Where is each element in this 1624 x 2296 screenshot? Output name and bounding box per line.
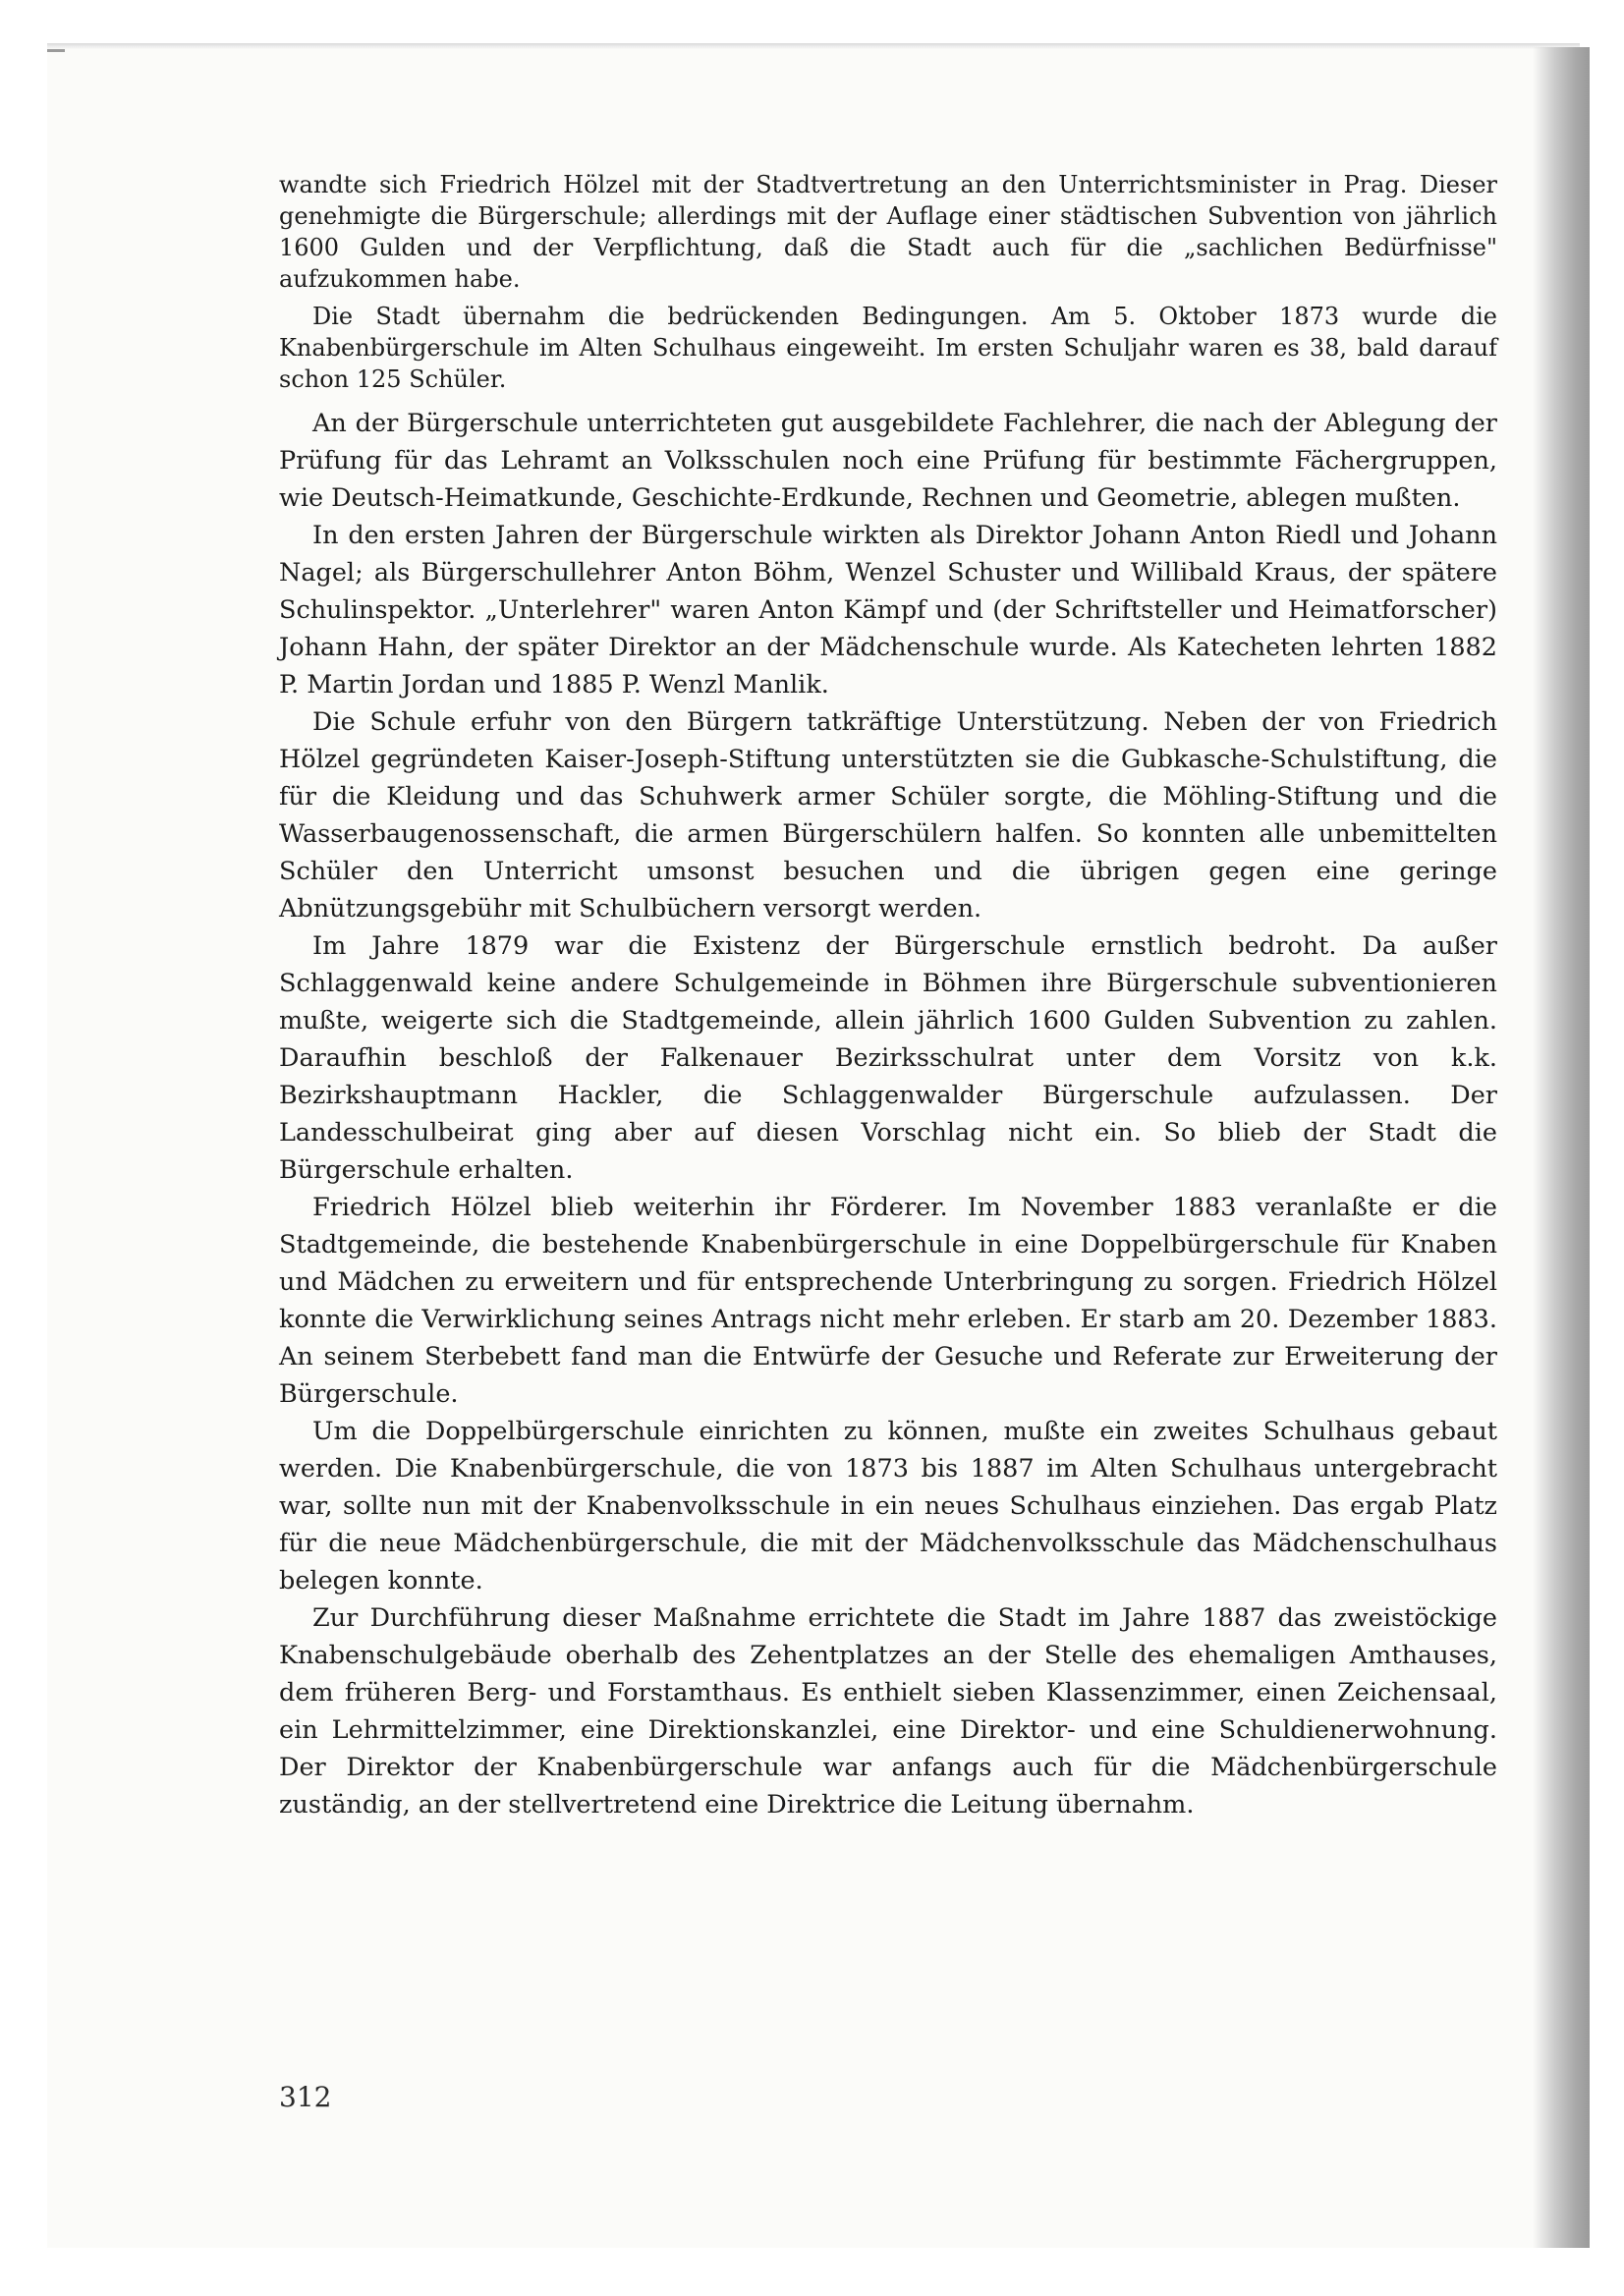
paragraph-1: wandte sich Friedrich Hölzel mit der Stadtvertretung an den Unterrichtsminister in Prag. Dieser genehmigte die Bürgerschule; allerdings mit der Auflage einer städtischen Subvention von jährlich 1600 Gulden und der Verpflichtung, daß die Stadt auch für die „sachlichen Bedürfnisse" aufzukommen habe. [279,171,1497,293]
page-top-edge [47,43,1580,49]
scan-mark [47,49,65,52]
paragraph-4: In den ersten Jahren der Bürgerschule wirkten als Direktor Johann Anton Riedl und Johann Nagel; als Bürgerschullehrer Anton Böhm, Wenzel Schuster und Willibald Kraus, der spätere Schulinspektor. „Unterlehrer" waren Anton Kämpf und (der Schriftsteller und Heimatforscher) Johann Hahn, der später Direktor an der Mädchenschule wurde. Als Katecheten lehrten 1882 P. Martin Jordan und 1885 P. Wenzl Manlik. [279,521,1497,700]
paragraph-9: Zur Durchführung dieser Maßnahme errichtete die Stadt im Jahre 1887 das zweistöckige Knabenschulgebäude oberhalb des Zehentplatzes an der Stelle des ehemaligen Amthauses, dem früheren Berg- und Forstamthaus. Es enthielt sieben Klassenzimmer, einen Zeichensaal, ein Lehrmittelzimmer, eine Direktionskanzlei, eine Direktor- und eine Schuldienerwohnung. Der Direktor der Knabenbürgerschule war anfangs auch für die Mädchenbürgerschule zuständig, an der stellvertretend eine Direktrice die Leitung übernahm. [279,1603,1497,1820]
paragraph-8: Um die Doppelbürgerschule einrichten zu können, mußte ein zweites Schulhaus gebaut werden. Die Knabenbürgerschule, die von 1873 bis 1887 im Alten Schulhaus untergebracht war, sollte nun mit der Knabenvolksschule in ein neues Schulhaus einziehen. Das ergab Platz für die neue Mädchenbürgerschule, die mit der Mädchenvolksschule das Mädchenschulhaus belegen konnte. [279,1417,1497,1596]
paragraph-2: Die Stadt übernahm die bedrückenden Bedingungen. Am 5. Oktober 1873 wurde die Knabenbürgerschule im Alten Schulhaus eingeweiht. Im ersten Schuljahr waren es 38, bald darauf schon 125 Schüler. [279,303,1497,393]
paragraph-5: Die Schule erfuhr von den Bürgern tatkräftige Unterstützung. Neben der von Friedrich Hölzel gegründeten Kaiser-Joseph-Stiftung unterstützten sie die Gubkasche-Schulstiftung, die für die Kleidung und das Schuhwerk armer Schüler sorgte, die Möhling-Stiftung und die Wasserbaugenossenschaft, die armen Bürgerschülern halfen. So konnten alle unbemittelten Schüler den Unterricht umsonst besuchen und die übrigen gegen eine geringe Abnützungsgebühr mit Schulbüchern versorgt werden. [279,707,1497,924]
body-text [279,169,1497,1823]
page-number: 312 [279,2081,332,2113]
paragraph-7: Friedrich Hölzel blieb weiterhin ihr Förderer. Im November 1883 veranlaßte er die Stadtgemeinde, die bestehende Knabenbürgerschule in eine Doppelbürgerschule für Knaben und Mädchen zu erweitern und für entsprechende Unterbringung zu sorgen. Friedrich Hölzel konnte die Verwirklichung seines Antrags nicht mehr erleben. Er starb am 20. Dezember 1883. An seinem Sterbebett fand man die Entwürfe der Gesuche und Referate zur Erweiterung der Bürgerschule. [279,1193,1497,1409]
paragraph-3: An der Bürgerschule unterrichteten gut ausgebildete Fachlehrer, die nach der Ablegung der Prüfung für das Lehramt an Volksschulen noch eine Prüfung für bestimmte Fächergruppen, wie Deutsch-Heimatkunde, Geschichte-Erdkunde, Rechnen und Geometrie, ablegen mußten. [279,409,1497,513]
paragraph-6: Im Jahre 1879 war die Existenz der Bürgerschule ernstlich bedroht. Da außer Schlaggenwald keine andere Schulgemeinde in Böhmen ihre Bürgerschule subventionieren mußte, weigerte sich die Stadtgemeinde, allein jährlich 1600 Gulden Subvention zu zahlen. Daraufhin beschloß der Falkenauer Bezirksschulrat unter dem Vorsitz von k.k. Bezirkshauptmann Hackler, die Schlaggenwalder Bürgerschule aufzulassen. Der Landesschulbeirat ging aber auf diesen Vorschlag nicht ein. So blieb der Stadt die Bürgerschule erhalten. [279,931,1497,1185]
binding-shadow [1533,47,1590,2248]
